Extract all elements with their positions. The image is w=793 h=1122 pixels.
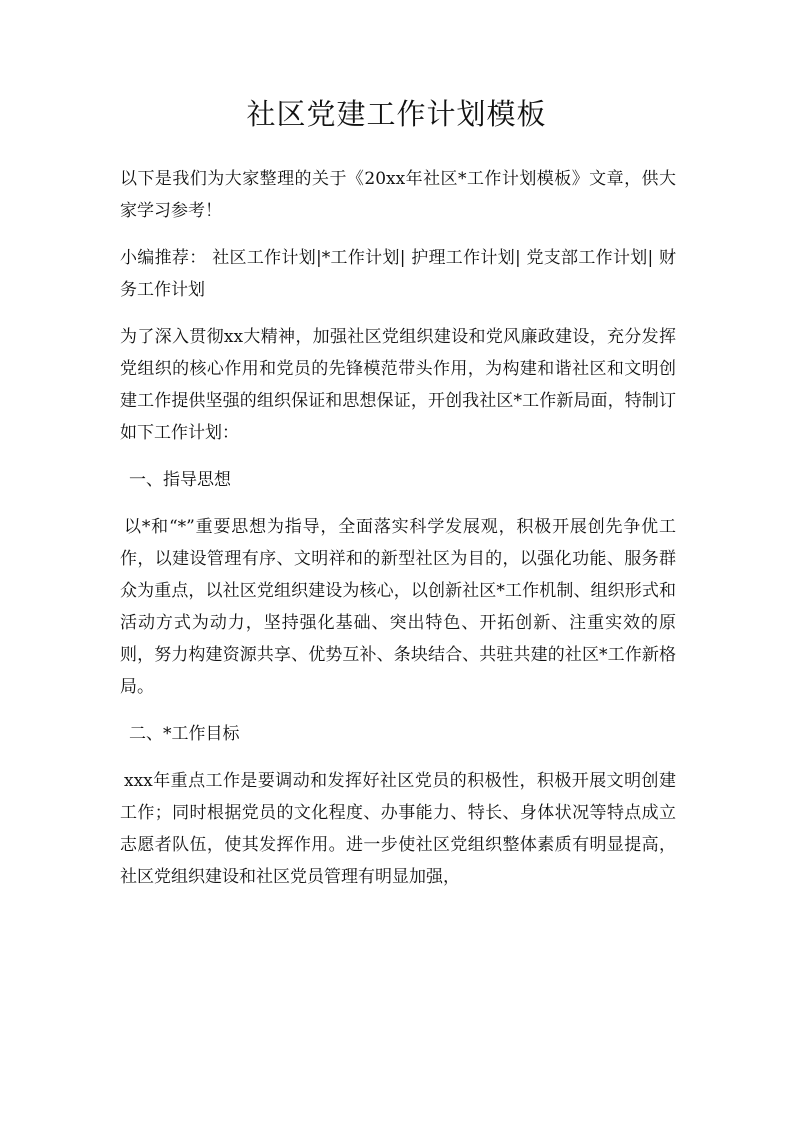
document-title: 社区党建工作计划模板 bbox=[246, 97, 547, 131]
section-heading-goals: 二、*工作目标 bbox=[129, 724, 240, 744]
document-body bbox=[120, 163, 676, 908]
goals-paragraph: xxx年重点工作是要调动和发挥好社区党员的积极性，积极开展文明创建工作；同时根据党员的文化程度、办事能力、特长、身体状况等特点成立志愿者队伍，使其发挥作用。进一步使社区党组织整体素质有明显提高，社区党组织建设和社区党员管理有明显加强， bbox=[120, 771, 676, 887]
purpose-paragraph: 为了深入贯彻xx大精神，加强社区党组织建设和党风廉政建设，充分发挥党组织的核心作用和党员的先锋模范带头作用，为构建和谐社区和文明创建工作提供坚强的组织保证和思想保证，开创我社区*工作新局面，特制订如下工作计划： bbox=[120, 327, 676, 443]
guiding-paragraph: 以*和“*”重要思想为指导，全面落实科学发展观，积极开展创先争优工作，以建设管理有序、文明祥和的新型社区为目的，以强化功能、服务群众为重点，以社区党组织建设为核心，以创新社区*工作机制、组织形式和活动方式为动力，坚持强化基础、突出特色、开拓创新、注重实效的原则，努力构建资源共享、优势互补、条块结合、共驻共建的社区*工作新格局。 bbox=[120, 517, 676, 697]
section-heading-guiding: 一、指导思想 bbox=[129, 470, 231, 490]
recommend-paragraph: 小编推荐： 社区工作计划|*工作计划| 护理工作计划| 党支部工作计划| 财务工作计划 bbox=[120, 248, 676, 300]
intro-paragraph: 以下是我们为大家整理的关于《20xx年社区*工作计划模板》文章，供大家学习参考！ bbox=[120, 169, 676, 221]
